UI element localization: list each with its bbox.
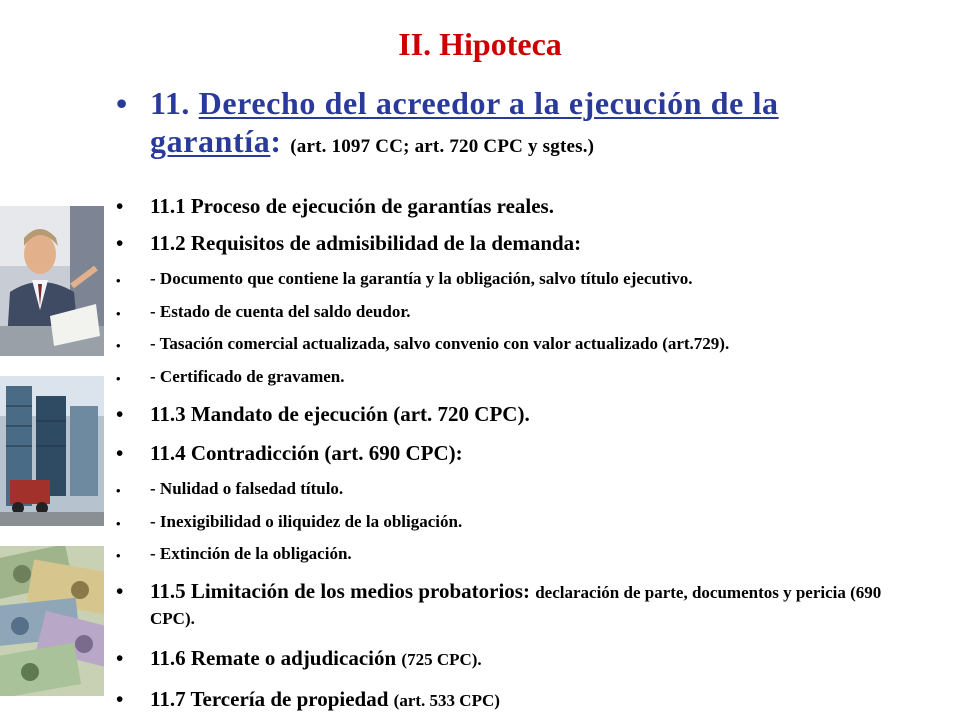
list-item-text: - Extinción de la obligación. [150, 544, 352, 563]
list-item-note: (725 CPC). [401, 650, 482, 669]
bullet-dot: • [116, 516, 121, 531]
bullet-dot: • [116, 231, 124, 255]
list-item-text: - Nulidad o falsedad título. [150, 479, 344, 498]
list-item [116, 579, 916, 631]
list-item-note: declaración de parte, documentos y pericia (690 CPC). [150, 583, 882, 628]
list-item-text: - Inexigibilidad o iliquidez de la obligación. [150, 512, 463, 531]
list-item [116, 511, 916, 533]
list-item [116, 366, 916, 388]
main-bullet-number: 11. [150, 85, 199, 121]
list-item-text: - Estado de cuenta del saldo deudor. [150, 302, 411, 321]
list-item-main: 11.7 Tercería de propiedad [150, 687, 394, 711]
list-item [116, 687, 916, 713]
list-item [116, 478, 916, 500]
businessman-photo [0, 206, 104, 356]
bullet-dot: • [116, 306, 121, 321]
bullet-dot: • [116, 548, 121, 563]
list-item-text [150, 579, 916, 631]
list-item-text [150, 687, 916, 713]
list-item [116, 402, 916, 426]
list-item-main: 11.5 Limitación de los medios probatorios: [150, 579, 536, 603]
list-item-text [150, 646, 916, 672]
list-item [116, 194, 916, 218]
slide-title: II. Hipoteca [398, 26, 562, 62]
bullet-dot: • [116, 687, 124, 711]
list-item [116, 231, 916, 255]
main-bullet-heading-line2: garantía [150, 123, 271, 159]
bullet-dot: • [116, 85, 128, 121]
list-item [116, 301, 916, 323]
list-item-note: (art. 533 CPC) [393, 691, 500, 710]
list-item-main: 11.6 Remate o adjudicación [150, 646, 402, 670]
list-item [116, 543, 916, 565]
main-bullet-reference: (art. 1097 CC; art. 720 CPC y sgtes.) [290, 136, 595, 157]
bullet-dot: • [116, 646, 124, 670]
list-item-text: 11.4 Contradicción (art. 690 CPC): [150, 441, 463, 465]
banknotes-photo [0, 546, 104, 696]
main-bullet-heading-line1: Derecho del acreedor a la ejecución de la [198, 85, 779, 121]
main-bullet-text [150, 84, 876, 166]
bullet-dot: • [116, 441, 124, 465]
bullet-dot: • [116, 194, 124, 218]
bullet-dot: • [116, 371, 121, 386]
list-item-text: 11.2 Requisitos de admisibilidad de la demanda: [150, 231, 582, 255]
bullet-dot: • [116, 273, 121, 288]
list-item [116, 646, 916, 672]
list-item-text: - Tasación comercial actualizada, salvo convenio con valor actualizado (art.729). [150, 334, 730, 353]
bullet-dot: • [116, 338, 121, 353]
list-item-text: 11.1 Proceso de ejecución de garantías reales. [150, 194, 554, 218]
list-item-text: - Certificado de gravamen. [150, 367, 345, 386]
bullet-dot: • [116, 402, 124, 426]
list-item-text: 11.3 Mandato de ejecución (art. 720 CPC). [150, 402, 530, 426]
main-bullet [116, 84, 876, 166]
list-item [116, 268, 916, 290]
list-item [116, 441, 916, 465]
port-containers-photo [0, 376, 104, 526]
bullet-dot: • [116, 579, 124, 603]
list-item-text: - Documento que contiene la garantía y la obligación, salvo título ejecutivo. [150, 269, 693, 288]
list-item [116, 333, 916, 355]
main-bullet-colon: : [270, 123, 282, 159]
bullet-dot: • [116, 483, 121, 498]
